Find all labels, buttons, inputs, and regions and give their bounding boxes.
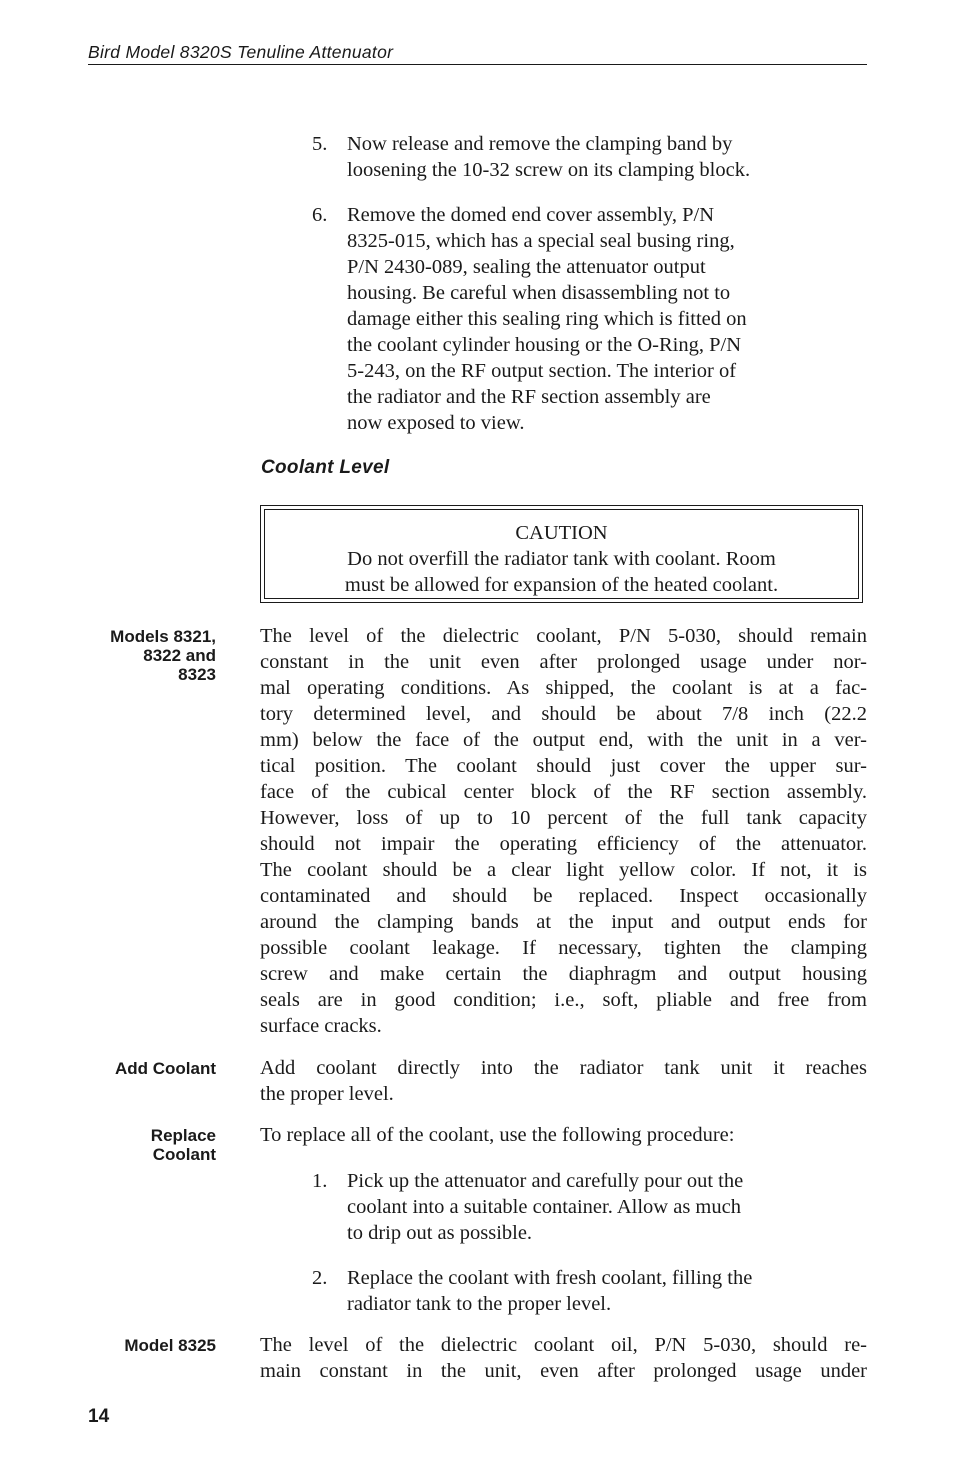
- step-line: coolant into a suitable container. Allow as much: [347, 1196, 741, 1218]
- step-line: the coolant cylinder housing or the O-Ring, P/N: [347, 334, 741, 356]
- paragraph-line: contaminated and should be replaced. Inspect occasionally: [260, 885, 867, 907]
- list-item-step-2: [312, 1265, 872, 1317]
- step-number: 6.: [312, 204, 328, 226]
- side-label-line: 8323: [178, 665, 216, 684]
- paragraph-add-coolant: [260, 1055, 867, 1107]
- paragraph-line: To replace all of the coolant, use the following procedure:: [260, 1124, 735, 1146]
- side-label-line: Model 8325: [124, 1336, 216, 1355]
- paragraph-replace-coolant: [260, 1122, 867, 1148]
- side-label-line: Coolant: [152, 1145, 216, 1164]
- paragraph-line: surface cracks.: [260, 1015, 382, 1037]
- step-line: housing. Be careful when disassembling not to: [347, 282, 731, 304]
- paragraph-line: However, loss of up to 10 percent of the full tank capacity: [260, 807, 867, 829]
- step-text: [347, 1265, 872, 1317]
- step-line: damage either this sealing ring which is fitted on: [347, 308, 747, 330]
- step-line: Now release and remove the clamping band by: [347, 133, 733, 155]
- paragraph-line: around the clamping bands at the input and output ends for: [260, 911, 867, 933]
- paragraph-line: possible coolant leakage. If necessary, tighten the clamping: [260, 937, 867, 959]
- paragraph-line: should not impair the operating efficiency of the attenuator.: [260, 833, 867, 855]
- paragraph-line: tory determined level, and should be about 7/8 inch (22.2: [260, 703, 867, 725]
- paragraph-line: constant in the unit even after prolonged usage under nor-: [260, 651, 867, 673]
- step-line: the radiator and the RF section assembly are: [347, 386, 711, 408]
- step-line: 8325-015, which has a special seal busing ring,: [347, 230, 735, 252]
- step-line: Remove the domed end cover assembly, P/N: [347, 204, 715, 226]
- side-label-add-coolant: [60, 1059, 216, 1078]
- side-label-line: Replace: [150, 1126, 216, 1145]
- section-heading: Coolant Level: [261, 457, 390, 478]
- caution-title: CAUTION: [515, 522, 608, 544]
- paragraph-line: screw and make certain the diaphragm and output housing: [260, 963, 867, 985]
- step-line: now exposed to view.: [347, 412, 525, 434]
- side-label-line: Add Coolant: [114, 1059, 216, 1078]
- caution-line: must be allowed for expansion of the heated coolant.: [344, 574, 779, 596]
- paragraph-line: mm) below the face of the output end, with the unit in a ver-: [260, 729, 867, 751]
- paragraph-line: main constant in the unit, even after prolonged usage under: [260, 1360, 867, 1382]
- list-item-step-5: [312, 131, 872, 183]
- step-text: [347, 1168, 872, 1246]
- page-number: 14: [88, 1406, 110, 1427]
- step-text: [347, 131, 872, 183]
- paragraph-line: Add coolant directly into the radiator tank unit it reaches: [260, 1057, 867, 1079]
- paragraph-line: The level of the dielectric coolant oil, P/N 5-030, should re-: [260, 1334, 867, 1356]
- step-number: 1.: [312, 1170, 328, 1192]
- step-line: radiator tank to the proper level.: [347, 1293, 612, 1315]
- running-header: Bird Model 8320S Tenuline Attenuator: [88, 42, 867, 65]
- step-line: Replace the coolant with fresh coolant, filling the: [347, 1267, 753, 1289]
- paragraph-line: the proper level.: [260, 1083, 394, 1105]
- side-label-replace-coolant: [60, 1126, 216, 1164]
- paragraph-models-8321: [260, 623, 867, 1039]
- side-label-model-8325: [60, 1336, 216, 1355]
- paragraph-line: The level of the dielectric coolant, P/N 5-030, should remain: [260, 625, 867, 647]
- list-item-step-6: [312, 202, 872, 436]
- step-line: 5-243, on the RF output section. The interior of: [347, 360, 737, 382]
- step-line: loosening the 10-32 screw on its clamping block.: [347, 159, 751, 181]
- paragraph-line: seals are in good condition; i.e., soft, pliable and free from: [260, 989, 867, 1011]
- side-label-line: 8322 and: [143, 646, 216, 665]
- step-number: 2.: [312, 1267, 328, 1289]
- list-item-step-1: [312, 1168, 872, 1246]
- caution-inner-border: [264, 509, 859, 599]
- caution-box: [260, 505, 863, 603]
- side-label-line: Models 8321,: [110, 627, 216, 646]
- step-text: [347, 202, 872, 436]
- step-line: Pick up the attenuator and carefully pour out the: [347, 1170, 744, 1192]
- paragraph-line: mal operating conditions. As shipped, the coolant is at a fac-: [260, 677, 867, 699]
- paragraph-model-8325: [260, 1332, 867, 1384]
- step-number: 5.: [312, 133, 328, 155]
- step-line: P/N 2430-089, sealing the attenuator output: [347, 256, 706, 278]
- step-line: to drip out as possible.: [347, 1222, 533, 1244]
- side-label-models-8321: [60, 627, 216, 684]
- paragraph-line: tical position. The coolant should just cover the upper sur-: [260, 755, 867, 777]
- paragraph-line: The coolant should be a clear light yellow color. If not, it is: [260, 859, 867, 881]
- paragraph-line: face of the cubical center block of the RF section assembly.: [260, 781, 867, 803]
- caution-line: Do not overfill the radiator tank with coolant. Room: [347, 548, 776, 570]
